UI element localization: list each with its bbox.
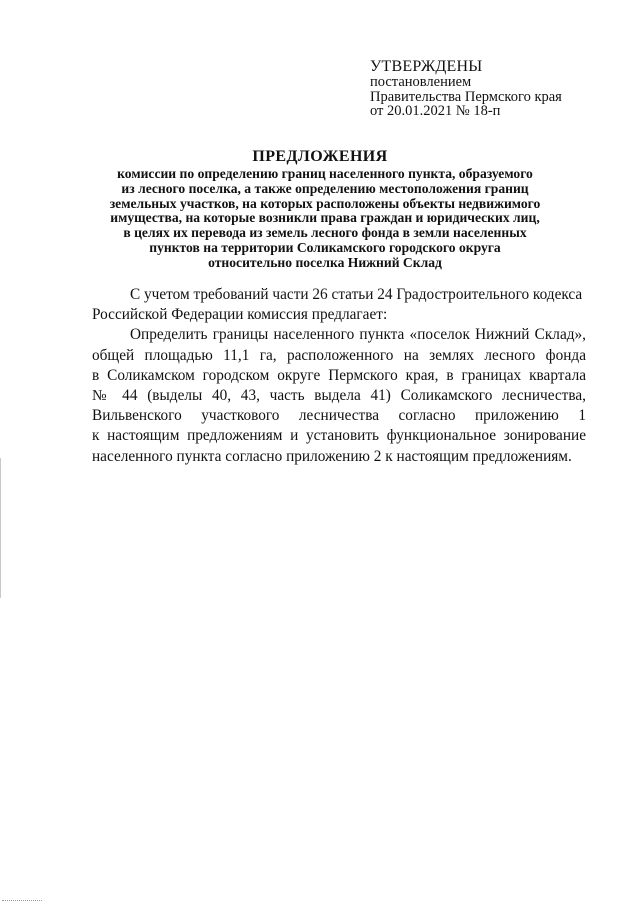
paragraph-intro (92, 285, 586, 325)
body-line: Вильвенского участкового лесничества согласно приложению 1 (92, 407, 586, 425)
document-title: ПРЕДЛОЖЕНИЯ (252, 148, 388, 165)
subtitle-line: земельных участков, на которых расположены объекты недвижимого (109, 195, 541, 211)
body-line: общей площадью 11,1 га, расположенного на землях лесного фонда (92, 346, 586, 364)
body-line: Определить границы населенного пункта «поселок Нижний Склад», (130, 326, 586, 344)
body-line: Российской Федерации комиссия предлагает: (92, 306, 388, 324)
body-line: населенного пункта согласно приложению 2 к настоящим предложениям. (92, 447, 572, 465)
approval-heading: УТВЕРЖДЕНЫ (370, 58, 483, 75)
subtitle-line: комиссии по определению границ населенного пункта, образуемого (117, 166, 533, 181)
subtitle-line: из лесного поселка, а также определению местоположения границ (121, 180, 529, 196)
approval-stamp (370, 58, 610, 119)
approval-line-3: от 20.01.2021 № 18-п (370, 103, 501, 119)
scan-margin-line (0, 458, 1, 598)
scan-footer-mark (2, 900, 42, 902)
document-subtitle (80, 167, 570, 271)
subtitle-line: имущества, на которые возникли права граждан и юридических лиц, (110, 210, 540, 226)
document-body (92, 285, 586, 467)
paragraph-proposal (92, 325, 586, 466)
subtitle-line: относительно поселка Нижний Склад (208, 254, 442, 270)
approval-line-2: Правительства Пермского края (370, 88, 562, 105)
subtitle-line: пунктов на территории Соликамского городского округа (149, 239, 501, 255)
body-line: № 44 (выделы 40, 43, часть выдела 41) Соликамского лесничества, (92, 387, 586, 405)
body-line: С учетом требований части 26 статьи 24 Градостроительного кодекса (130, 286, 583, 303)
approval-line-1: постановлением (370, 74, 472, 90)
body-line: в Соликамском городском округе Пермского края, в границах квартала (92, 366, 586, 384)
body-line: к настоящим предложениям и установить функциональное зонирование (92, 427, 586, 445)
subtitle-line: в целях их перевода из земель лесного фонда в земли населенных (123, 225, 527, 241)
